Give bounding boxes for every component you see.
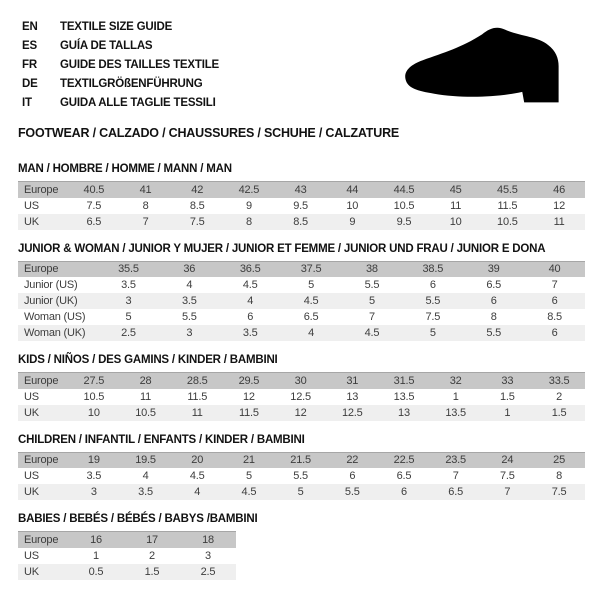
row-label: UK: [24, 406, 39, 419]
size-cell: 22: [346, 454, 359, 467]
size-cell: 9: [245, 199, 252, 212]
size-cell: 4: [142, 470, 149, 482]
size-cell: 25: [553, 454, 566, 467]
size-cell: 23.5: [445, 454, 466, 467]
row-label: Europe: [24, 263, 59, 276]
size-cell: 1: [93, 549, 99, 562]
size-cell: 44: [346, 183, 359, 196]
size-cell: 6: [429, 279, 436, 291]
size-cell: 36.5: [239, 263, 261, 276]
language-row: [22, 18, 219, 37]
size-cell: 21.5: [290, 454, 311, 467]
language-label: GUIDE DES TAILLES TEXTILE: [60, 59, 219, 71]
size-cell: 9: [349, 215, 356, 228]
size-cell: 41: [139, 183, 152, 196]
size-cell: 7: [551, 279, 558, 291]
size-cell: 42: [191, 183, 204, 196]
size-cell: 6.5: [448, 486, 463, 498]
size-cell: 32: [449, 374, 462, 387]
size-cell: 11: [450, 199, 462, 212]
size-cell: 11: [140, 390, 152, 403]
row-label: Junior (US): [24, 279, 78, 291]
size-cell: 5: [297, 486, 304, 498]
size-cell: 8: [245, 215, 252, 228]
size-cell: 6.5: [396, 470, 412, 482]
size-cell: 7.5: [551, 486, 567, 498]
size-cell: 45.5: [497, 183, 518, 196]
table-row: [18, 484, 585, 500]
size-cell: 11.5: [239, 406, 259, 419]
size-cell: 2.5: [121, 327, 136, 339]
size-cell: 7: [504, 486, 511, 498]
size-table-section: [18, 434, 585, 501]
size-cell: 35.5: [118, 263, 139, 276]
size-cell: 5: [368, 295, 375, 307]
language-label: GUÍA DE TALLAS: [60, 40, 153, 52]
table-row: [18, 277, 585, 293]
page-header: [18, 16, 585, 113]
row-label: Junior (UK): [24, 295, 78, 307]
table-row: [18, 405, 585, 421]
size-cell: 39: [487, 263, 500, 276]
size-cell: 12: [294, 406, 307, 419]
table-row: [18, 325, 585, 341]
size-cell: 4.5: [364, 327, 380, 339]
size-cell: 12: [553, 199, 566, 212]
size-cell: 4: [194, 486, 201, 498]
size-cell: 27.5: [83, 374, 105, 387]
size-cell: 13: [346, 390, 359, 403]
size-cell: 1: [452, 390, 459, 403]
size-cell: 3: [186, 327, 193, 339]
size-cell: 5.5: [364, 279, 380, 291]
table-row: [18, 293, 585, 309]
size-cell: 3.5: [138, 486, 153, 498]
size-tables: [18, 163, 585, 580]
size-cell: 5: [125, 311, 132, 323]
size-cell: 12: [242, 390, 255, 403]
language-code: IT: [22, 97, 32, 109]
size-cell: 6.5: [486, 279, 502, 291]
size-cell: 28.5: [186, 374, 208, 387]
table-row: [18, 309, 585, 325]
size-cell: 4.5: [241, 486, 257, 498]
size-cell: 1.5: [551, 406, 567, 419]
language-row: [22, 75, 219, 94]
category-title: FOOTWEAR / CALZADO / CHAUSSURES / SCHUHE / CALZATURE: [18, 126, 400, 140]
size-cell: 16: [90, 533, 102, 546]
size-cell: 40.5: [83, 183, 105, 196]
size-cell: 10.5: [393, 199, 415, 212]
size-cell: 10.5: [83, 390, 105, 403]
size-cell: 37.5: [300, 263, 322, 276]
size-cell: 44.5: [393, 183, 415, 196]
size-table: [18, 531, 236, 580]
table-row: [18, 564, 236, 580]
size-cell: 10: [87, 406, 100, 419]
size-cell: 20: [191, 454, 204, 467]
size-cell: 4: [247, 295, 254, 307]
size-cell: 46: [553, 183, 566, 196]
size-cell: 1: [504, 406, 511, 419]
size-cell: 3: [125, 295, 132, 307]
shoe-icon: [395, 22, 573, 110]
size-cell: 17: [146, 533, 158, 546]
language-row: [22, 56, 219, 75]
size-cell: 4.5: [242, 279, 258, 291]
size-cell: 3.5: [121, 279, 136, 291]
size-table: [18, 452, 585, 501]
language-label: TEXTILE SIZE GUIDE: [60, 21, 173, 33]
size-cell: 7.5: [499, 470, 515, 482]
size-cell: 11.5: [187, 390, 208, 403]
size-cell: 30: [294, 374, 307, 387]
row-label: Woman (US): [24, 311, 86, 323]
table-row: [18, 468, 585, 484]
size-cell: 6: [247, 311, 254, 323]
size-cell: 5: [308, 279, 315, 291]
size-cell: 42.5: [238, 183, 260, 196]
size-cell: 8.5: [547, 311, 562, 323]
size-cell: 19.5: [135, 454, 156, 467]
row-label: US: [24, 199, 39, 212]
size-cell: 6: [349, 470, 356, 482]
size-cell: 24: [501, 454, 514, 467]
size-table-section: [18, 513, 585, 580]
table-row: [18, 389, 585, 405]
size-cell: 5.5: [181, 311, 197, 323]
size-cell: 5.5: [425, 295, 441, 307]
size-cell: 9.5: [293, 199, 308, 212]
size-cell: 10: [346, 199, 359, 212]
size-cell: 7: [452, 470, 459, 482]
size-cell: 7: [368, 311, 375, 323]
size-cell: 12.5: [290, 390, 311, 403]
size-cell: 45: [449, 183, 462, 196]
size-table-section: [18, 354, 585, 421]
size-cell: 4.5: [303, 295, 319, 307]
size-cell: 19: [87, 454, 100, 467]
row-label: Europe: [24, 533, 59, 546]
language-code: EN: [22, 21, 38, 33]
size-cell: 11: [553, 215, 565, 228]
table-row: [18, 198, 585, 214]
size-cell: 5.5: [486, 327, 502, 339]
table-row: [18, 182, 585, 198]
row-label: US: [24, 390, 39, 403]
row-label: UK: [24, 486, 39, 498]
size-cell: 31: [346, 374, 359, 387]
table-row: [18, 548, 236, 564]
size-cell: 6: [551, 327, 558, 339]
table-title: KIDS / NIÑOS / DES GAMINS / KINDER / BAMBINI: [18, 354, 278, 366]
size-cell: 1.5: [144, 565, 160, 578]
language-row: [22, 37, 219, 56]
size-cell: 33: [501, 374, 514, 387]
size-cell: 3.5: [242, 327, 258, 339]
table-row: [18, 532, 236, 548]
size-cell: 6.5: [303, 311, 319, 323]
size-cell: 5: [429, 327, 436, 339]
language-list: [18, 16, 219, 113]
size-table: [18, 372, 585, 421]
language-code: FR: [22, 59, 37, 71]
language-label: GUIDA ALLE TAGLIE TESSILI: [60, 97, 216, 109]
size-cell: 6: [551, 295, 558, 307]
size-cell: 43: [294, 183, 307, 196]
language-code: ES: [22, 40, 37, 52]
row-label: Europe: [24, 374, 59, 387]
row-label: Woman (UK): [24, 327, 86, 339]
size-cell: 29.5: [238, 374, 260, 387]
table-title: JUNIOR & WOMAN / JUNIOR Y MUJER / JUNIOR ET FEMME / JUNIOR UND FRAU / JUNIOR E DONA: [18, 242, 546, 255]
size-cell: 8: [490, 311, 497, 323]
table-title: MAN / HOMBRE / HOMME / MANN / MAN: [18, 163, 232, 175]
size-cell: 5: [245, 470, 252, 482]
size-cell: 4.5: [189, 470, 205, 482]
size-cell: 8.5: [189, 199, 205, 212]
row-label: US: [24, 549, 39, 562]
table-row: [18, 261, 585, 277]
size-cell: 2: [556, 390, 563, 403]
size-cell: 10.5: [497, 215, 518, 228]
size-cell: 28: [139, 374, 152, 387]
size-cell: 33.5: [548, 374, 570, 387]
table-title: BABIES / BEBÉS / BÉBÉS / BABYS /BAMBINI: [18, 513, 258, 525]
size-cell: 7.5: [425, 311, 441, 323]
size-cell: 2.5: [200, 565, 216, 578]
size-cell: 6.5: [86, 215, 102, 228]
size-table: [18, 181, 585, 230]
size-cell: 21: [242, 454, 255, 467]
size-cell: 8: [556, 470, 563, 482]
size-cell: 10: [449, 215, 462, 228]
size-cell: 10.5: [135, 406, 156, 419]
size-cell: 11: [191, 406, 203, 419]
size-cell: 6: [490, 295, 497, 307]
language-row: [22, 94, 219, 113]
size-cell: 13: [398, 406, 410, 419]
size-table: [18, 261, 585, 342]
row-label: Europe: [24, 183, 59, 196]
size-cell: 38: [366, 263, 378, 276]
size-cell: 13.5: [445, 406, 466, 419]
size-cell: 7.5: [86, 199, 102, 212]
language-label: TEXTILGRÖßENFÜHRUNG: [60, 78, 203, 90]
table-row: [18, 452, 585, 468]
size-cell: 40: [548, 263, 561, 276]
size-cell: 7.5: [189, 215, 205, 228]
size-cell: 38.5: [422, 263, 444, 276]
row-label: US: [24, 470, 39, 482]
size-table-section: [18, 243, 585, 342]
row-label: UK: [24, 565, 39, 578]
size-cell: 3: [90, 486, 97, 498]
size-table-section: [18, 163, 585, 230]
size-cell: 3.5: [181, 295, 197, 307]
size-cell: 9.5: [396, 215, 412, 228]
table-title: CHILDREN / INFANTIL / ENFANTS / KINDER / BAMBINI: [18, 433, 305, 446]
size-cell: 2: [149, 549, 155, 562]
size-cell: 8.5: [293, 215, 308, 228]
size-cell: 4: [186, 279, 193, 291]
size-cell: 4: [308, 327, 315, 339]
size-cell: 6: [401, 486, 407, 498]
size-cell: 3.5: [86, 470, 102, 482]
size-cell: 1.5: [499, 390, 515, 403]
size-cell: 7: [142, 215, 149, 228]
size-cell: 13.5: [393, 390, 415, 403]
row-label: Europe: [24, 454, 59, 467]
row-label: UK: [24, 215, 39, 228]
size-cell: 12.5: [341, 406, 363, 419]
size-cell: 11.5: [497, 199, 518, 212]
size-cell: 36: [183, 263, 196, 276]
size-cell: 3: [205, 549, 211, 562]
size-cell: 5.5: [293, 470, 308, 482]
size-cell: 31.5: [393, 374, 415, 387]
language-code: DE: [22, 78, 38, 90]
size-cell: 22.5: [393, 454, 415, 467]
table-row: [18, 373, 585, 389]
size-cell: 8: [142, 199, 149, 212]
size-cell: 0.5: [88, 565, 104, 578]
table-row: [18, 214, 585, 230]
size-cell: 18: [202, 533, 214, 546]
size-cell: 5.5: [344, 486, 360, 498]
